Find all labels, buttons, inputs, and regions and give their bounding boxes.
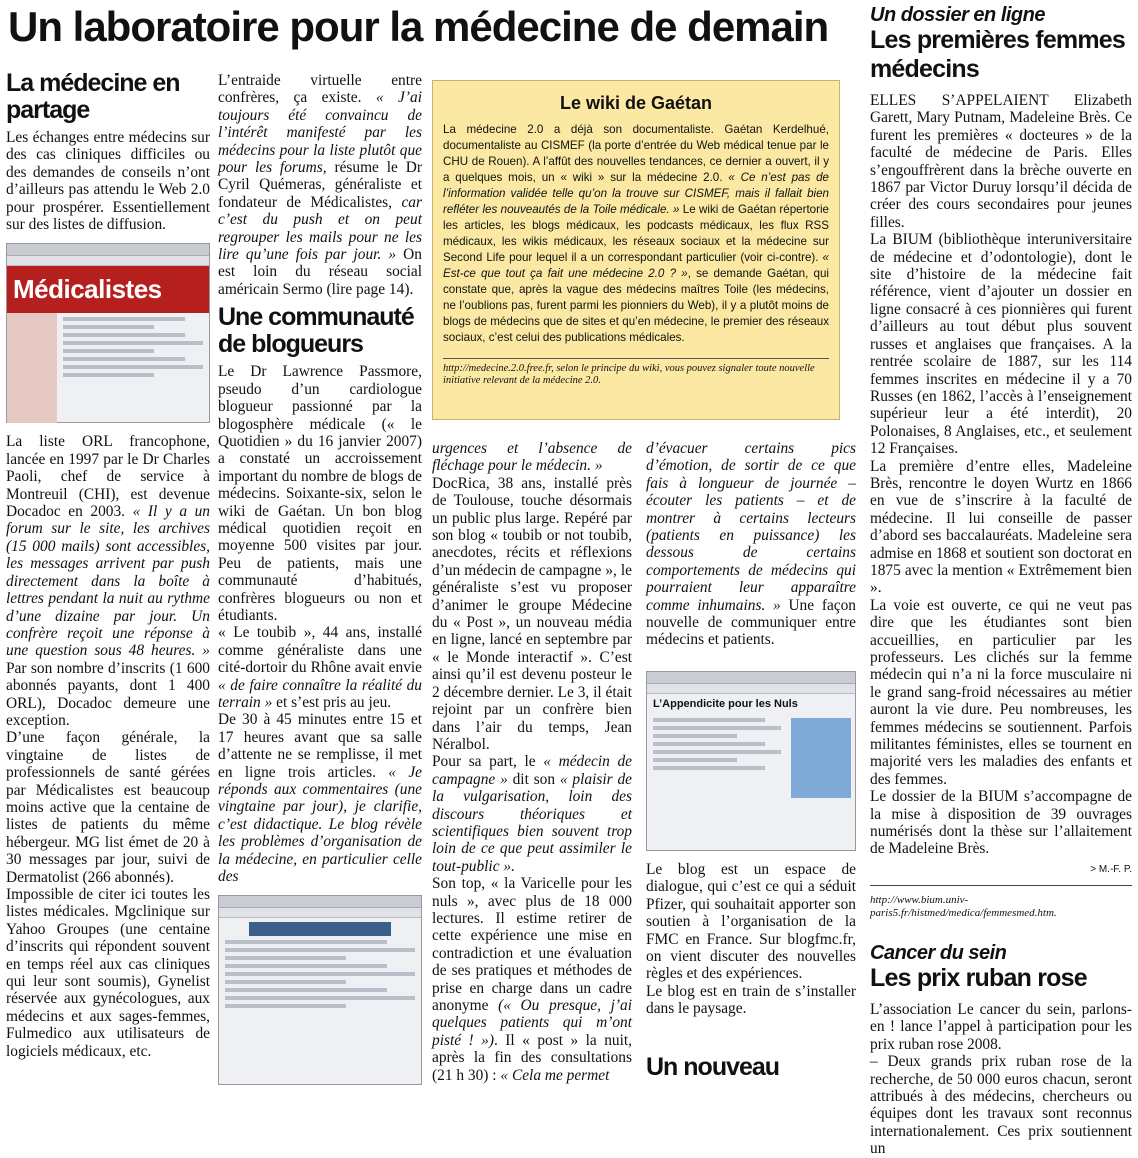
screenshot-image [791,718,851,798]
paragraph: urgences et l’absence de fléchage pour le médecin. » [432,440,632,475]
wiki-box-text: La médecine 2.0 a déjà son documentaliste. Gaétan Kerdelhué, documentaliste au CISMEF (la porte d’entrée du Web médical tenue par le CHU de Rouen). A l’affût des nouvelles tendances, ce dernier a ouvert, il y a quelques mois, un « wiki » sur la médecine 2.0. « Ce n’est pas de l’information validée telle qu’on la trouve sur CISMEF, mais il fallait bien refléter les nouveautés de la Toile médicale. » Le wiki de Gaétan répertorie les articles, les blogs médicaux, les podcasts médicaux, les flux RSS médicaux, les wikis médicaux, les réseaux sociaux et la médecine sur Second Life pour lequel il a un correspondant particulier (voir ci-contre). « Est-ce que tout ça fait une médecine 2.0 ? », se demande Gaétan, qui constate que, après la vague des médecins maîtres Toile (les médecins, ne l’oublions pas, furent parmi les pionniers du Web), il y a plutôt moins de blogs de médecins que de sites et qu’en médecine, le premier des réseaux sociaux, c’est celui des publications médicales. [443,123,830,344]
column-3 [432,440,632,1084]
section-heading-femmes-medecins: Les premières femmes médecins [870,26,1125,83]
wiki-divider [443,358,829,359]
paragraph: – Deux grands prix ruban rose de la recherche, de 50 000 euros chacun, seront attribués à des médecins, chercheurs ou équipes dont les travaux sont reconnus internationalement. Ces prix soutiennent un [870,1053,1132,1158]
column-4 [646,440,856,1081]
paragraph: D’une façon générale, la vingtaine de listes de professionnels de santé gérées par Médicalistes est beaucoup moins active que la centaine de listes de patients du même hébergeur. MG list émet de 20 à 30 messages par jour, suivi de Dermatolist (266 abonnés). [6,729,210,886]
appendicite-screenshot [646,671,856,851]
section-heading-un-nouveau: Un nouveau [646,1052,780,1081]
paragraph: De 30 à 45 minutes entre 15 et 17 heures avant que sa salle d’attente ne se remplisse, il met en ligne trois articles. « Je réponds aux commentaires (une vingtaine par jour), je clarifie, c’est didactique. Le blog révèle les problèmes d’organisation de la médecine, en particulier celle des [218,711,422,886]
paragraph: Le Dr Lawrence Passmore, pseudo d’un cardiologue blogueur passionné par la blogosphère médicale (« le Quotidien » du 16 janvier 2007) a constaté un accroissement important du nombre de blogs de médecins. Soixante-six, selon le wiki de Gaétan. Un bon blog médical quotidien reçoit en moyenne 500 visites par jour. Peu de patients, mais une communauté d’habitués, confrères blogueurs ou non et étudiants. [218,363,422,624]
screenshot-blog-title: L’Appendicite pour les Nuls [653,697,798,710]
kicker-cancer: Cancer du sein [870,941,1007,964]
page-title: Un laboratoire pour la médecine de demain [8,3,829,50]
paragraph: « Le toubib », 44 ans, installé comme généraliste dans une cité-dortoir du Rhône avait envie « de faire connaître la réalité du terrain » et s’est pris au jeu. [218,624,422,711]
paragraph: La BIUM (bibliothèque interuniversitaire de médecine et d’odontologie), dont le site d’histoire de la médecine fait référence, vient d’ajouter un dossier en ligne consacré à ces pionnières qui furent d’ailleurs au tout début plus souvent russes et anglaises que françaises. A la rentrée scolaire de 1887, sur les 114 femmes inscrites en médecine il y a 70 Russes (en 1862, l’accès à l’enseignement supérieur leur a été interdit), 20 Polonaises, 8 Anglaises, etc., et seulement 12 Françaises. [870,231,1132,458]
author-signature: > M.-F. P. [1090,863,1132,875]
paragraph: Le dossier de la BIUM s’accompagne de la mise à disposition de 39 ouvrages numérisés dont la thèse sur l’allaitement de Madeleine Brès. [870,788,1132,858]
wiki-box-title: Le wiki de Gaétan [559,93,713,113]
paragraph: Les échanges entre médecins sur des cas cliniques difficiles ou des demandes de conseils n’ont d’ailleurs pas attendu le Web 2.0 pour prospérer. Essentiellement sur des listes de diffusion. [6,129,210,234]
paragraph: Pour sa part, le « médecin de campagne » dit son « plaisir de la vulgarisation, loin des discours théoriques et scientifiques bien souvent trop loin de ce que peut assimiler le tout-public ». [432,753,632,875]
paragraph: La première d’entre elles, Madeleine Brès, rencontre le doyen Wurtz en 1866 en vue de s’inscrire à la faculté de médecine. Il lui conseille de passer d’abord ses baccalauréats. Madeleine sera admise en 1868 et soutient son doctorat en 1875 avec la mention « Extrêmement bien ». [870,457,1133,597]
paragraph: L’entraide virtuelle entre confrères, ça existe. « J’ai toujours été convaincu de l’intérêt manifesté par les médecins pour la liste plutôt que pour les forums, résume le Dr Cyril Quémeras, généraliste et fondateur de Médicalistes, car c’est du push et on peut regrouper les mails pour ne les lire qu’une fois par jour. » On est loin du réseau social américain Sermo (lire page 14). [218,72,422,298]
column-2 [218,72,422,1057]
paragraph: Son top, « la Varicelle pour les nuls », avec plus de 18 000 lectures. Il estime retirer de cette expérience une mise en contradiction et une évaluation de ses pratiques et méthodes de prise en charge dans un cadre anonyme (« Ou presque, j’ai quelques patients qui m’ont pisté ! »). Il « post » la nuit, après la fin des consultations (21 h 30) : « Cela me permet [432,875,632,1084]
paragraph: L’association Le cancer du sein, parlons-en ! lance l’appel à participation pour les prix ruban rose 2008. [870,1000,1132,1053]
blog-banner [249,922,391,936]
blog-screenshot [218,895,422,1085]
wiki-box [432,80,840,420]
paragraph: Le blog est en train de s’installer dans le paysage. [646,982,856,1018]
sidebar-graphic [7,313,57,423]
column-5 [870,4,1133,1158]
paragraph: La liste ORL francophone, lancée en 1997 par le Dr Charles Paoli, chef de service à Montreuil (CHI), est devenue Docadoc en 2003. « Il y a un forum sur le site, les archives (15 000 mails) sont accessibles, les messages arrivent par push directement dans la boîte à lettres pendant la nuit au rythme d’une dizaine par jour. Un confrère reçoit une réponse à une question sous 48 heures. » Par son nombre d’inscrits (1 600 abonnés payants, dont 1 400 ORL), Docadoc demeure une exception. [6,433,210,729]
section-heading-communaute: Une communauté de blogueurs [218,303,414,359]
medicalistes-logo: Médicalistes [7,266,209,313]
bium-url: http://www.bium.univ-paris5.fr/histmed/medica/femmesmed.htm. [870,885,1132,920]
wiki-footer-url: http://medecine.2.0.free.fr, selon le principe du wiki, vous pouvez signaler toute nouvelle initiative relevant de la médecine 2.0. [443,363,815,386]
paragraph: ELLES S’APPELAIENT Elizabeth Garett, Mary Putnam, Madeleine Brès. Ce furent les premières « docteures » de la faculté de médecine de Paris. Elles s’engouffrèrent dans la brèche ouverte en 1867 par Victor Duruy lorsqu’il décida de créer des cours secondaires pour jeunes filles. [870,92,1132,231]
medicalistes-screenshot [6,243,210,423]
kicker-dossier: Un dossier en ligne [870,4,1045,26]
paragraph: DocRica, 38 ans, installé près de Toulouse, touche désormais un public plus large. Repéré par son blog « toubib or not toubib, anecdotes, récits et réflexions d’un médecin de campagne », le généraliste s’est vu proposer d’animer le groupe Médecine du « Post », un nouveau média en ligne, lancé en septembre par « le Monde interactif ». C’est ainsi qu’il est devenu posteur le 2 décembre dernier. Le 3, il était rejoint par un confrère bien dans l’air du temps, Jean Néralbol. [432,474,632,753]
paragraph: La voie est ouverte, ce qui ne veut pas dire que les étudiantes sont bien accueillies, en particulier par les professeurs. Les clichés sur la femme médecin qui n’a ni la force musculaire ni le grand sang-froid nécessaires au métier auront la vie dure. Peu nombreuses, les femmes médecins se soutiennent. Parfois militantes féministes, elles se tournent en majorité vers les maladies des enfants et des femmes. [870,596,1132,788]
section-heading-ruban-rose: Les prix ruban rose [870,963,1087,992]
paragraph: d’évacuer certains pics d’émotion, de sortir de ce que fais à longueur de journée – écouter les patients – et de montrer à certains lecteurs (patients en puissance) les dessous de certains comportements de médecins qui pourraient leur apparaître comme inhumains. » Une façon nouvelle de communiquer entre médecins et patients. [646,440,856,649]
paragraph: Le blog est un espace de dialogue, qui c’est ce qui a séduit Pfizer, qui souhaitait apporter son soutien à l’organisation de la FMC en France. Sur blogfmc.fr, on vient discuter des nouvelles règles et des expériences. [646,860,856,983]
paragraph: Impossible de citer ici toutes les listes médicales. Mgclinique sur Yahoo Groupes (une centaine d’inscrits qui répondent souvent en temps réel aux cas cliniques qui leur sont soumis), Gynelist réservée aux gynécologues, aux médecins et aux sages-femmes, Fulmedico aux utilisateurs de logiciels médicaux, etc. [6,886,210,1060]
column-1 [6,69,210,1060]
section-heading-medecine-partage: La médecine en partage [6,69,180,124]
